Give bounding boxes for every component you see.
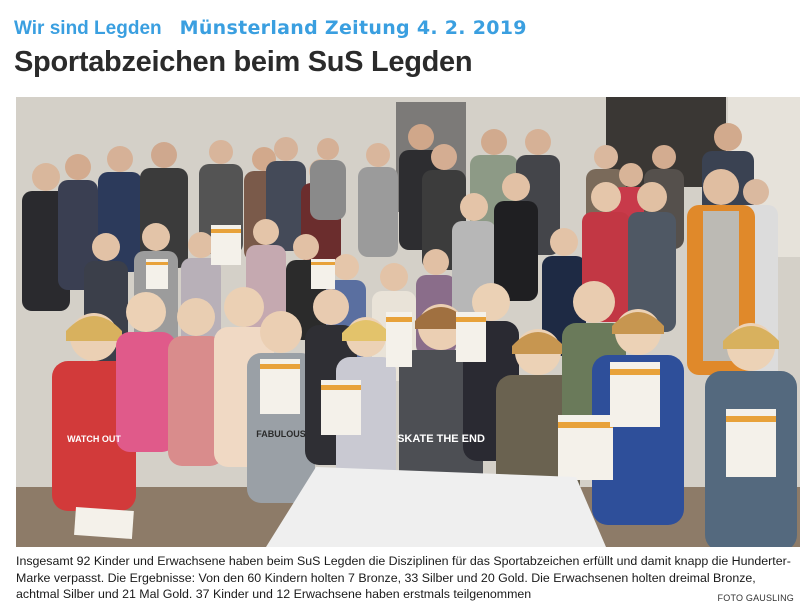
shirt-print-fabulous: FABULOUS — [256, 429, 306, 439]
photo-credit: FOTO GAUSLING — [717, 593, 794, 603]
shirt-print-watch-out: WATCH OUT — [67, 434, 121, 444]
newspaper-source: Münsterland Zeitung 4. 2. 2019 — [179, 17, 527, 39]
group-photo — [16, 97, 800, 547]
header-line — [14, 17, 527, 40]
headline: Sportabzeichen beim SuS Legden — [14, 46, 473, 78]
shirt-print-skate: SKATE THE END — [397, 433, 485, 445]
section-kicker: Wir sind Legden — [14, 18, 162, 39]
group-photo-illustration — [16, 97, 800, 547]
photo-caption: Insgesamt 92 Kinder und Erwachsene haben beim SuS Legden die Disziplinen für das Sportabzeichen erfüllt und damit knapp die Hunderter-Marke verpasst. Die Ergebnisse: Von den 60 Kindern holten 7 Bronze, 33 Silber und 20 Gold. Die Erwachsenen holten dreimal Bronze, achtmal Silber und 21 Mal Gold. 37 Kinder und 12 Erwachsene haben erstmals teilgenommen — [16, 554, 791, 601]
photo-table — [266, 467, 606, 547]
